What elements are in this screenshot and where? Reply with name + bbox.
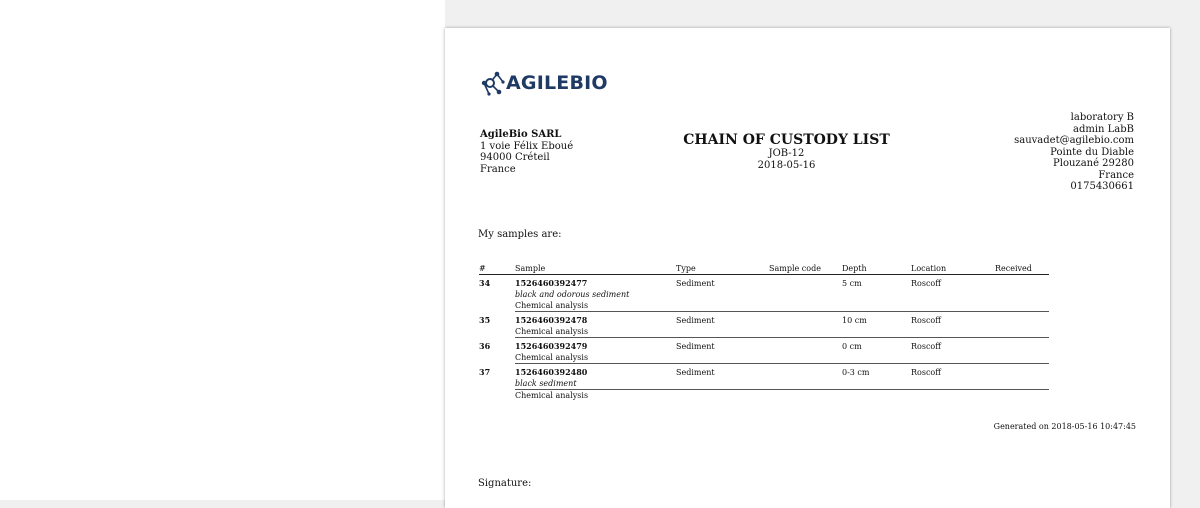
samples-table bbox=[479, 263, 1049, 401]
sample-code bbox=[769, 364, 842, 379]
recipient-address bbox=[1014, 112, 1134, 193]
sample-analysis-row bbox=[479, 352, 1049, 364]
sample-analysis-row bbox=[479, 300, 1049, 312]
sample-depth: 0-3 cm bbox=[842, 367, 870, 377]
sample-location: Roscoff bbox=[911, 367, 941, 377]
sender-line: France bbox=[480, 163, 516, 175]
recipient-line: Pointe du Diable bbox=[1050, 146, 1134, 158]
row-number: 36 bbox=[479, 340, 491, 351]
intro-text: My samples are: bbox=[478, 229, 562, 240]
column-header-sample-code: Sample code bbox=[769, 263, 842, 275]
generated-timestamp: Generated on 2018-05-16 10:47:45 bbox=[993, 422, 1136, 431]
row-number: 34 bbox=[479, 278, 491, 288]
molecule-network-icon bbox=[479, 68, 505, 98]
sender-address bbox=[480, 129, 573, 175]
sample-analysis: Chemical analysis bbox=[515, 352, 1049, 364]
sender-line: 94000 Créteil bbox=[480, 152, 550, 163]
sample-received bbox=[995, 275, 1049, 290]
sample-location: Roscoff bbox=[911, 315, 941, 325]
job-id: JOB-12 bbox=[768, 148, 805, 159]
sample-id: 1526460392478 bbox=[515, 315, 588, 325]
sample-type: Sediment bbox=[676, 341, 715, 351]
table-row bbox=[479, 275, 1049, 290]
column-header-location: Location bbox=[911, 263, 995, 275]
sample-analysis-row bbox=[479, 326, 1049, 338]
signature-label: Signature: bbox=[478, 478, 532, 489]
row-number: 35 bbox=[479, 314, 491, 325]
left-blank-pane bbox=[0, 0, 445, 500]
sample-analysis: Chemical analysis bbox=[515, 391, 589, 400]
recipient-line: laboratory B bbox=[1070, 112, 1134, 123]
document-page bbox=[445, 28, 1170, 508]
sample-location: Roscoff bbox=[911, 278, 941, 288]
sender-line: 1 voie Félix Eboué bbox=[480, 140, 574, 152]
sample-note: black and odorous sediment bbox=[515, 290, 630, 299]
sample-depth: 0 cm bbox=[842, 341, 862, 351]
recipient-phone: 0175430661 bbox=[1070, 181, 1134, 192]
sample-depth: 5 cm bbox=[842, 278, 862, 288]
sample-id: 1526460392479 bbox=[515, 341, 588, 351]
table-row bbox=[479, 312, 1049, 327]
sample-analysis: Chemical analysis bbox=[515, 300, 1049, 312]
row-number: 37 bbox=[479, 366, 491, 377]
sample-depth: 10 cm bbox=[842, 315, 867, 325]
sample-type: Sediment bbox=[676, 367, 715, 377]
sample-code bbox=[769, 275, 842, 290]
column-header-received: Received bbox=[995, 263, 1049, 275]
recipient-line: France bbox=[1098, 169, 1134, 181]
sample-analysis-row bbox=[479, 390, 1049, 402]
sender-name: AgileBio SARL bbox=[480, 129, 562, 140]
sample-code bbox=[769, 338, 842, 353]
sample-received bbox=[995, 312, 1049, 327]
sample-code bbox=[769, 312, 842, 327]
sample-type: Sediment bbox=[676, 315, 715, 325]
sample-analysis: Chemical analysis bbox=[515, 326, 1049, 338]
recipient-line: admin LabB bbox=[1072, 123, 1134, 135]
sample-note: black sediment bbox=[515, 378, 1049, 390]
table-header-row bbox=[479, 263, 1049, 275]
sample-received bbox=[995, 338, 1049, 353]
logo-text: AGILEBIO bbox=[506, 72, 608, 94]
sample-id: 1526460392480 bbox=[515, 367, 588, 377]
document-title: CHAIN OF CUSTODY LIST bbox=[683, 132, 890, 148]
sample-received bbox=[995, 364, 1049, 379]
sample-id: 1526460392477 bbox=[515, 278, 588, 288]
recipient-email: sauvadet@agilebio.com bbox=[1014, 135, 1134, 146]
table-row bbox=[479, 364, 1049, 379]
column-header-sample: Sample bbox=[515, 263, 676, 275]
brand-logo bbox=[479, 66, 608, 100]
sample-type: Sediment bbox=[676, 278, 715, 288]
sample-location: Roscoff bbox=[911, 341, 941, 351]
column-header-num: # bbox=[479, 263, 515, 275]
sample-note-row bbox=[479, 289, 1049, 300]
recipient-line: Plouzané 29280 bbox=[1053, 158, 1134, 169]
document-title-block bbox=[675, 132, 898, 171]
column-header-type: Type bbox=[676, 263, 769, 275]
column-header-depth: Depth bbox=[842, 263, 911, 275]
document-date: 2018-05-16 bbox=[757, 159, 816, 171]
sample-note-row bbox=[479, 378, 1049, 390]
table-row bbox=[479, 338, 1049, 353]
